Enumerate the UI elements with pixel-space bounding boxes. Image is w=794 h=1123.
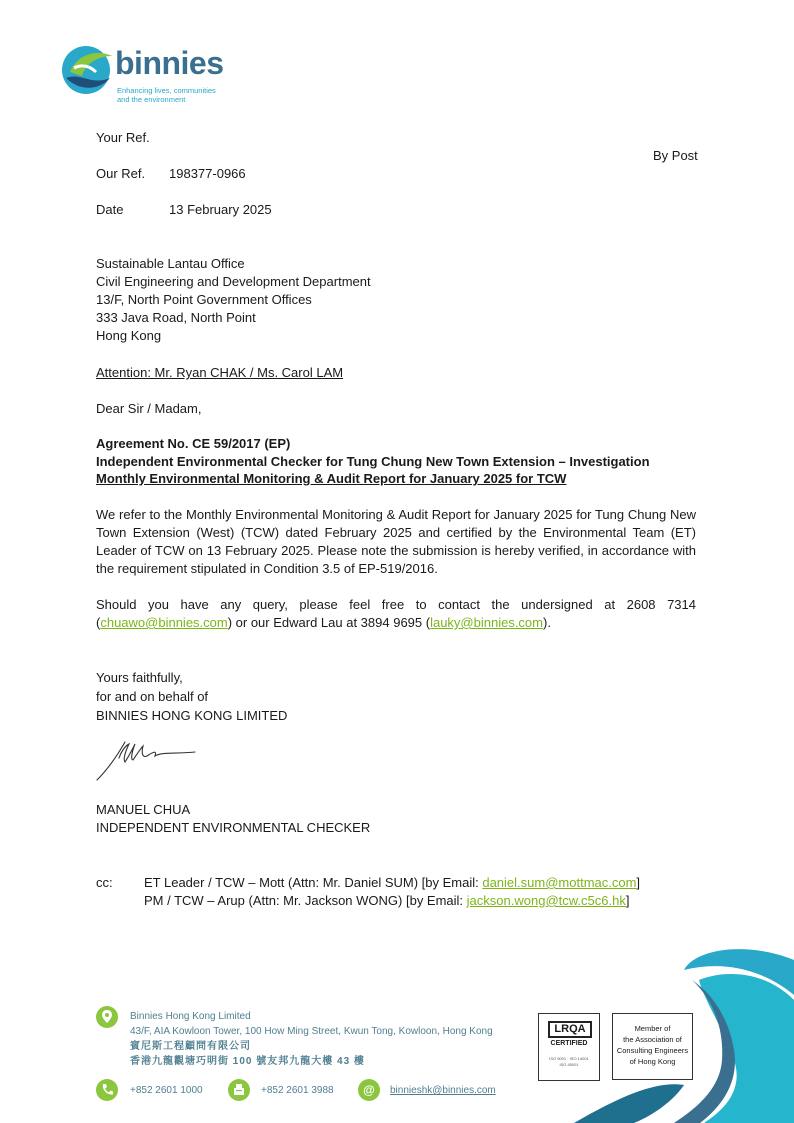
subject-title: Independent Environmental Checker for Tung Chung New Town Extension – Investigation xyxy=(96,454,650,469)
cert-standards: ISO 45001 xyxy=(559,1062,579,1067)
footer-fax: +852 2601 3988 xyxy=(261,1085,334,1096)
cc-line-2 xyxy=(144,892,629,910)
member-text: Member of xyxy=(634,1024,671,1033)
cert-mark: LRQA xyxy=(548,1021,592,1038)
footer-company-name: Binnies Hong Kong Limited xyxy=(130,1011,251,1022)
address-line: Hong Kong xyxy=(96,328,162,343)
salutation: Dear Sir / Madam, xyxy=(96,401,202,416)
attention-line: Attention: Mr. Ryan CHAK / Ms. Carol LAM xyxy=(96,365,344,380)
email-link-daniel-sum[interactable]: daniel.sum@mottmac.com xyxy=(482,875,637,890)
member-text: of Hong Kong xyxy=(629,1057,676,1066)
address-line: 13/F, North Point Government Offices xyxy=(96,292,312,307)
delivery-method: By Post xyxy=(653,148,698,163)
company-name: BINNIES HONG KONG LIMITED xyxy=(96,708,288,723)
body-paragraph-2 xyxy=(96,596,696,632)
contact-text: Should you have any query, please feel free to contact the undersigned at 2608 7314 ( xyxy=(96,597,696,630)
logo-wordmark: binnies xyxy=(115,45,224,81)
footer-phone: +852 2601 1000 xyxy=(130,1085,203,1096)
contact-text: ) or our Edward Lau at 3894 9695 ( xyxy=(227,615,431,630)
company-logo xyxy=(60,40,250,106)
footer-chinese-address: 香港九龍觀塘巧明街 100 號友邦九龍大樓 43 樓 xyxy=(130,1056,365,1067)
cc-label: cc: xyxy=(96,875,113,890)
email-link-jackson-wong[interactable]: jackson.wong@tcw.c5c6.hk xyxy=(466,893,626,908)
date-label: Date xyxy=(96,202,124,217)
cert-label: CERTIFIED xyxy=(550,1040,588,1047)
our-ref-label: Our Ref. xyxy=(96,166,146,181)
acehk-member-badge xyxy=(612,1013,693,1080)
email-link-chuawo[interactable]: chuawo@binnies.com xyxy=(100,615,228,630)
cc-line-1 xyxy=(144,874,640,892)
cc-text: ] xyxy=(636,875,641,890)
signatory-title: INDEPENDENT ENVIRONMENTAL CHECKER xyxy=(96,820,371,835)
binnies-swirl-icon xyxy=(60,42,116,98)
cc-text: PM / TCW – Arup (Attn: Mr. Jackson WONG) [by Email: xyxy=(144,893,467,908)
contact-text: ). xyxy=(543,615,551,630)
email-link-lauky[interactable]: lauky@binnies.com xyxy=(430,615,543,630)
cc-text: ET Leader / TCW – Mott (Attn: Mr. Daniel SUM) [by Email: xyxy=(144,875,483,890)
signatory-name: MANUEL CHUA xyxy=(96,802,191,817)
signature-image xyxy=(95,738,200,783)
closing-line: for and on behalf of xyxy=(96,689,209,704)
footer-phone-icon xyxy=(96,1079,118,1101)
footer-chinese-name: 賓尼斯工程顧問有限公司 xyxy=(130,1041,251,1052)
member-text: the Association of xyxy=(623,1035,682,1044)
date-value: 13 February 2025 xyxy=(169,202,272,217)
logo-tagline-2: and the environment xyxy=(117,95,186,104)
subject-agreement: Agreement No. CE 59/2017 (EP) xyxy=(96,436,291,451)
body-paragraph-1: We refer to the Monthly Environmental Monitoring & Audit Report for January 2025 for Tung Chung New Town Extension (West) (TCW) dated February 2025 and certified by the Environmental Team (ET) Leader of TCW on 13 February 2025. Please note the submission is hereby verified, in accordance with the requirement stipulated in Condition 3.5 of EP-519/2016. xyxy=(96,507,696,576)
footer-email-icon: @ xyxy=(358,1079,380,1101)
your-ref-label: Your Ref. xyxy=(96,130,150,145)
address-line: Civil Engineering and Development Department xyxy=(96,274,371,289)
address-line: 333 Java Road, North Point xyxy=(96,310,256,325)
cert-standards: ISO 9001 · ISO 14001 xyxy=(549,1056,589,1061)
footer-address: 43/F, AIA Kowloon Tower, 100 How Ming Street, Kwun Tong, Kowloon, Hong Kong xyxy=(130,1026,493,1037)
our-ref-value: 198377-0966 xyxy=(169,166,246,181)
cc-text: ] xyxy=(625,893,630,908)
footer-location-icon xyxy=(96,1006,118,1028)
footer-fax-icon xyxy=(228,1079,250,1101)
member-text: Consulting Engineers xyxy=(616,1046,689,1055)
footer-email-link[interactable]: binnieshk@binnies.com xyxy=(390,1085,496,1096)
logo-tagline-1: Enhancing lives, communities xyxy=(117,86,216,95)
address-line: Sustainable Lantau Office xyxy=(96,256,245,271)
closing-line: Yours faithfully, xyxy=(96,670,183,685)
subject-report: Monthly Environmental Monitoring & Audit Report for January 2025 for TCW xyxy=(96,471,567,486)
lrqa-certified-badge xyxy=(538,1013,600,1081)
